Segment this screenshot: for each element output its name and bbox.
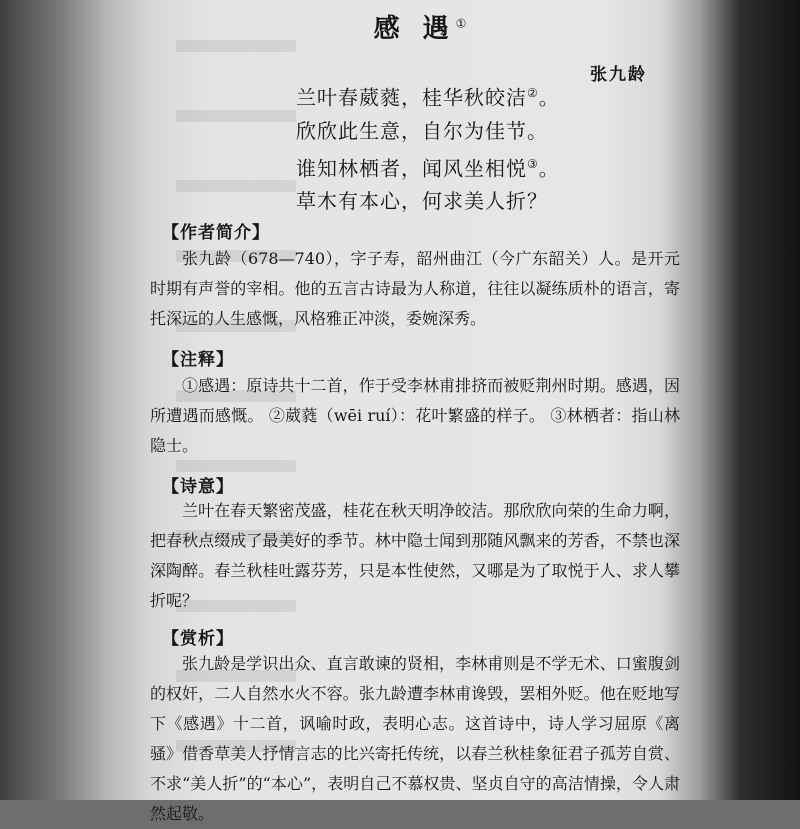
poem-verse [296,77,676,218]
verse-line-3 [296,148,676,186]
verse-line-1 [296,77,676,115]
verse-line-4 [296,185,676,218]
verse-line-3-tail: 。 [538,156,560,181]
poem-title [150,8,690,45]
page-content [150,0,690,823]
verse-line-1-tail: 。 [538,85,560,110]
verse-line-4-text: 草木有本心，何求美人折？ [296,189,548,214]
author-intro-heading: 【作者简介】 [162,223,270,243]
notes-heading: 【注释】 [162,350,234,370]
verse-line-2 [296,115,676,148]
author-intro-text: 张九龄（678—740），字子寿，韶州曲江（今广东韶关）人。是开元时期有声誉的宰相。他的五言古诗最为人称道，往往以凝练质朴的语言，寄托深远的人生感慨，风格雅正冲淡，委婉深秀。 [150,249,680,328]
notes-body [150,371,680,461]
appreciation-body [150,649,680,829]
poem-author: 张九龄 [590,65,647,85]
verse-line-1-text: 兰叶春葳蕤，桂华秋皎洁 [296,85,527,110]
notes-text: ①感遇：原诗共十二首，作于受李林甫排挤而被贬荆州时期。感遇，因所遭遇而感慨。 ②葳蕤（wēi ruí）：花叶繁盛的样子。 ③林栖者：指山林隐士。 [150,376,680,455]
meaning-text: 兰叶在春天繁密茂盛，桂花在秋天明净皎洁。那欣欣向荣的生命力啊，把春秋点缀成了最美好的季节。林中隐士闻到那随风飘来的芳香，不禁也深深陶醉。春兰秋桂吐露芬芳，只是本性使然，又哪是为了取悦于人、求人攀折呢？ [150,501,680,610]
appreciation-heading: 【赏析】 [162,629,234,649]
verse-line-1-note: ② [527,86,539,100]
author-intro-body [150,244,680,334]
verse-line-3-text: 谁知林栖者，闻风坐相悦 [296,156,527,181]
verse-line-3-note: ③ [527,156,539,171]
meaning-body [150,496,680,616]
meaning-heading: 【诗意】 [162,477,234,497]
appreciation-text: 张九龄是学识出众、直言敢谏的贤相，李林甫则是不学无术、口蜜腹剑的权奸，二人自然水火不容。张九龄遭李林甫谗毁，罢相外贬。他在贬地写下《感遇》十二首，讽喻时政，表明心志。这首诗中，诗人学习屈原《离骚》借香草美人抒情言志的比兴寄托传统，以春兰秋桂象征君子孤芳自赏、不求“美人折”的“本心”，表明自己不慕权贵、坚贞自守的高洁情操，令人肃然起敬。 [150,654,680,823]
poem-title-note: ① [455,16,467,31]
verse-line-2-text: 欣欣此生意，自尔为佳节。 [296,118,548,143]
poem-title-text: 感 遇 [373,14,456,44]
